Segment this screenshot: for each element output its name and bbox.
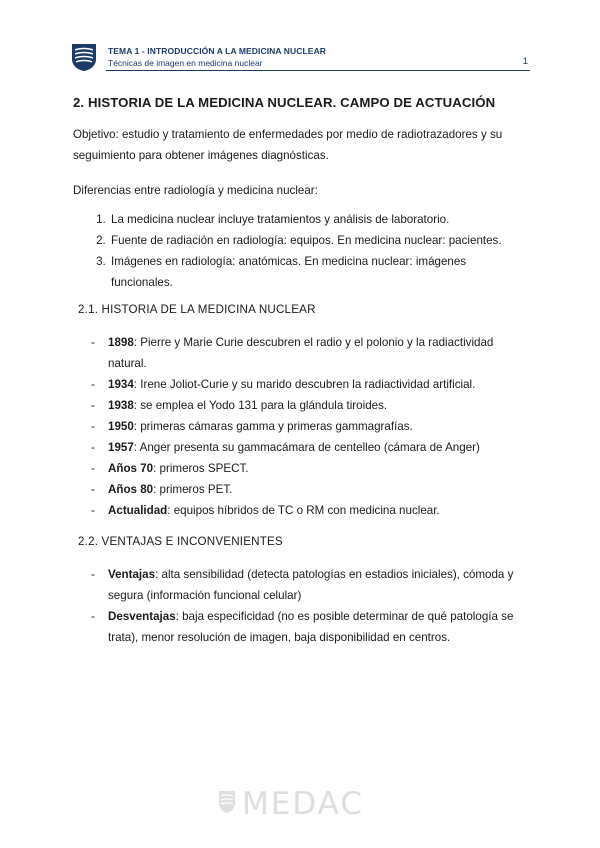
item-text: : primeras cámaras gamma y primeras gammagrafías. [133,420,413,433]
history-timeline-list [73,332,528,521]
list-item [108,332,528,374]
objective-paragraph: Objetivo: estudio y tratamiento de enfermedades por medio de radiotrazadores y su seguimiento para obtener imágenes diagnósticas. [73,128,503,162]
item-text: : Anger presenta su gammacámara de centelleo (cámara de Anger) [133,441,480,454]
item-text: : alta sensibilidad (detecta patologías en estadios iniciales), cómoda y segura (información funcional celular) [108,568,514,602]
list-item: 2. Fuente de radiación en radiología: equipos. En medicina nuclear: pacientes. [109,230,528,251]
item-text: : Irene Joliot-Curie y su marido descubren la radiactividad artificial. [133,378,476,391]
item-label: Actualidad [108,504,168,517]
list-item: 1. La medicina nuclear incluye tratamientos y análisis de laboratorio. [109,209,528,230]
list-item [108,479,528,500]
item-text: : equipos híbridos de TC o RM con medicina nuclear. [167,504,440,517]
list-item [108,395,528,416]
section-heading: 2. HISTORIA DE LA MEDICINA NUCLEAR. CAMPO DE ACTUACIÓN [73,95,496,110]
item-text: : baja especificidad (no es posible determinar de qué patología se trata), menor resolución de imagen, baja disponibilidad en centros. [108,610,514,644]
header-course-subtitle: Técnicas de imagen en medicina nuclear [108,58,263,68]
item-label: 1957 [108,441,134,454]
item-label: 1934 [108,378,134,391]
list-item [108,437,528,458]
item-label: Ventajas [108,568,156,581]
item-text: : Pierre y Marie Curie descubren el radio y el polonio y la radiactividad natural. [108,336,494,370]
medac-shield-watermark-icon [218,790,236,814]
list-item: 3. Imágenes en radiología: anatómicas. En medicina nuclear: imágenes funcionales. [109,251,528,293]
page-header [70,42,530,76]
header-topic-title: TEMA 1 - INTRODUCCIÓN A LA MEDICINA NUCLEAR [108,46,327,56]
item-text: : primeros PET. [153,483,233,496]
item-label: 1950 [108,420,134,433]
header-divider [106,70,530,71]
list-item [108,374,528,395]
list-item [108,564,528,606]
page-number: 1 [522,56,528,67]
item-label: Desventajas [108,610,176,623]
list-item [108,416,528,437]
item-label: Años 80 [108,483,154,496]
item-label: 1938 [108,399,134,412]
item-label: Años 70 [108,462,154,475]
history-subheading: 2.1. HISTORIA DE LA MEDICINA NUCLEAR [78,303,316,316]
medac-shield-logo-icon [70,42,98,72]
item-label: 1898 [108,336,134,349]
advantages-list [73,564,528,648]
item-text: : primeros SPECT. [153,462,249,475]
differences-list [73,209,528,293]
advantages-subheading: 2.2. VENTAJAS E INCONVENIENTES [78,535,283,548]
list-item [108,606,528,648]
footer-watermark [218,786,378,820]
document-body [73,94,528,658]
differences-intro: Diferencias entre radiología y medicina nuclear: [73,184,318,197]
item-text: : se emplea el Yodo 131 para la glándula tiroides. [133,399,388,412]
footer-brand-text: MEDAC [242,786,364,822]
list-item [108,500,528,521]
list-item [108,458,528,479]
